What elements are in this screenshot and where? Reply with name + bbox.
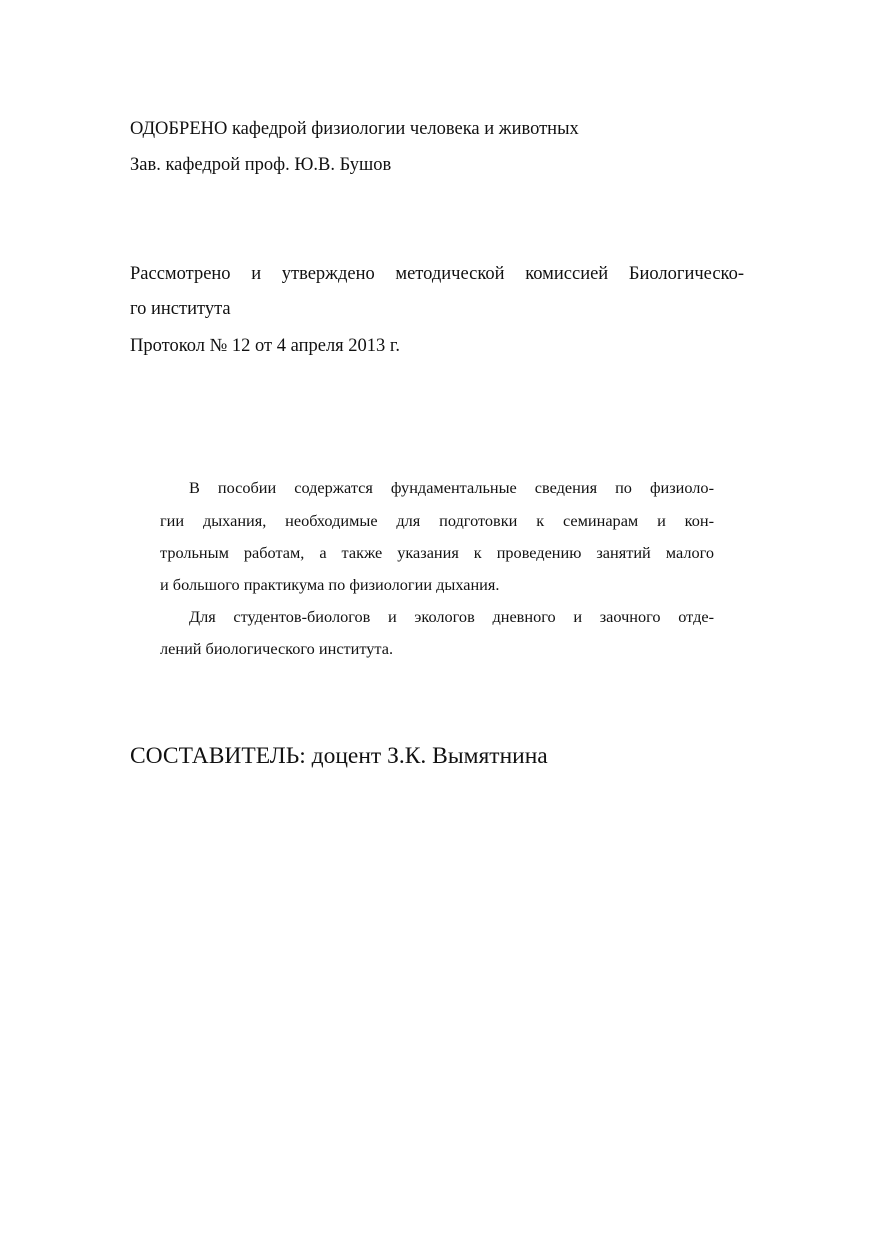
abstract-p2-line-1: Для студентов-биологов и экологов дневного и заочного отде- [189, 607, 714, 626]
abstract-p1-line-4: и большого практикума по физиологии дыхания. [160, 575, 500, 594]
abstract-p1-line-2: гии дыхания, необходимые для подготовки к семинарам и кон- [160, 511, 714, 530]
approval-line-2: Зав. кафедрой проф. Ю.В. Бушов [130, 155, 392, 175]
review-line-2: го института [130, 299, 231, 319]
abstract-p1-line-3: трольным работам, а также указания к проведению занятий малого [160, 543, 714, 562]
protocol-line: Протокол № 12 от 4 апреля 2013 г. [130, 336, 401, 356]
abstract-p1-line-1: В пособии содержатся фундаментальные сведения по физиоло- [189, 478, 714, 497]
review-line-1: Рассмотрено и утверждено методической комиссией Биологическо- [130, 264, 744, 284]
compiler-line: СОСТАВИТЕЛЬ: доцент З.К. Вымятнина [130, 743, 548, 769]
approval-line-1: ОДОБРЕНО кафедрой физиологии человека и животных [130, 119, 579, 139]
abstract-p2-line-2: лений биологического института. [160, 639, 394, 658]
